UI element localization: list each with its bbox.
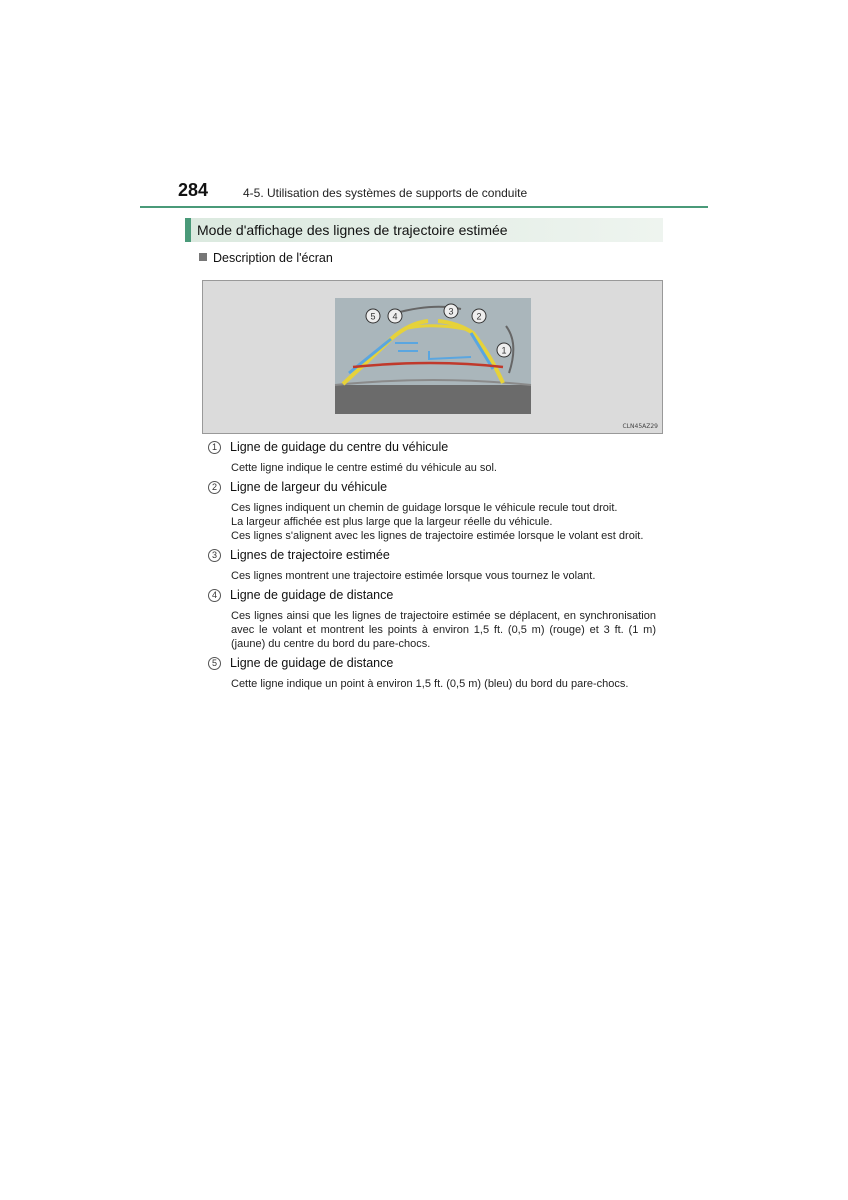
legend-item-description: Cette ligne indique un point à environ 1,5 ft. (0,5 m) (bleu) du bord du pare-chocs. [231, 678, 629, 690]
camera-screen-figure [202, 280, 663, 434]
bumper-area [335, 385, 531, 414]
legend-item-head [208, 546, 656, 564]
legend-item-title: Ligne de guidage du centre du véhicule [230, 440, 449, 454]
number-4-icon: 4 [208, 589, 221, 602]
legend-item-title: Ligne de largeur du véhicule [230, 480, 388, 494]
legend-item-title: Ligne de guidage de distance [230, 588, 394, 602]
legend-item-3 [208, 546, 656, 583]
header-rule [140, 206, 708, 208]
callout-4 [388, 309, 402, 323]
legend-item-head [208, 586, 656, 604]
callout-1-label: 1 [501, 345, 507, 356]
page-number: 284 [178, 180, 209, 200]
subheading-text: Description de l'écran [213, 251, 333, 265]
callout-2 [472, 309, 486, 323]
camera-screen-illustration [203, 281, 664, 435]
section-title-bar [185, 218, 663, 242]
section-title: Mode d'affichage des lignes de trajectoire estimée [197, 222, 508, 238]
title-accent [185, 218, 191, 242]
callout-3-label: 3 [448, 306, 454, 317]
number-5-icon: 5 [208, 657, 221, 670]
number-2-icon: 2 [208, 481, 221, 494]
number-1-icon: 1 [208, 441, 221, 454]
legend-item-description: Ces lignes ainsi que les lignes de trajectoire estimée se déplacent, en synchronisation avec le volant et montrent les points à environ 1,5 ft. (0,5 m) (rouge) et 3 ft. (1 m) (jaune) du centre du bord du pare-chocs. [231, 610, 656, 650]
legend-item-title: Lignes de trajectoire estimée [230, 548, 390, 562]
legend-item-1 [208, 438, 656, 475]
callout-2-label: 2 [476, 311, 482, 322]
number-3-icon: 3 [208, 549, 221, 562]
figure-code: CLN45AZ29 [622, 423, 658, 430]
callout-3 [444, 304, 458, 318]
legend-item-head [208, 478, 656, 496]
legend-item-5 [208, 654, 656, 691]
callout-5-label: 5 [370, 311, 376, 322]
legend-item-description: Cette ligne indique le centre estimé du véhicule au sol. [231, 462, 497, 474]
section-path: 4-5. Utilisation des systèmes de supports de conduite [243, 186, 528, 200]
callout-5 [366, 309, 380, 323]
callout-4-label: 4 [392, 311, 398, 322]
legend-item-head [208, 438, 656, 456]
legend-list [208, 438, 656, 694]
legend-item-head [208, 654, 656, 672]
legend-item-2 [208, 478, 656, 543]
legend-item-title: Ligne de guidage de distance [230, 656, 394, 670]
subheading [199, 251, 333, 265]
legend-item-4 [208, 586, 656, 651]
square-bullet-icon [199, 253, 207, 261]
legend-item-description: Ces lignes montrent une trajectoire estimée lorsque vous tournez le volant. [231, 570, 596, 582]
callout-1 [497, 343, 511, 357]
legend-item-description: Ces lignes indiquent un chemin de guidage lorsque le véhicule recule tout droit. La largeur affichée est plus large que la largeur réelle du véhicule. Ces lignes s'alignent avec les lignes de trajectoire estimée lorsque le volant est droit. [231, 502, 644, 542]
